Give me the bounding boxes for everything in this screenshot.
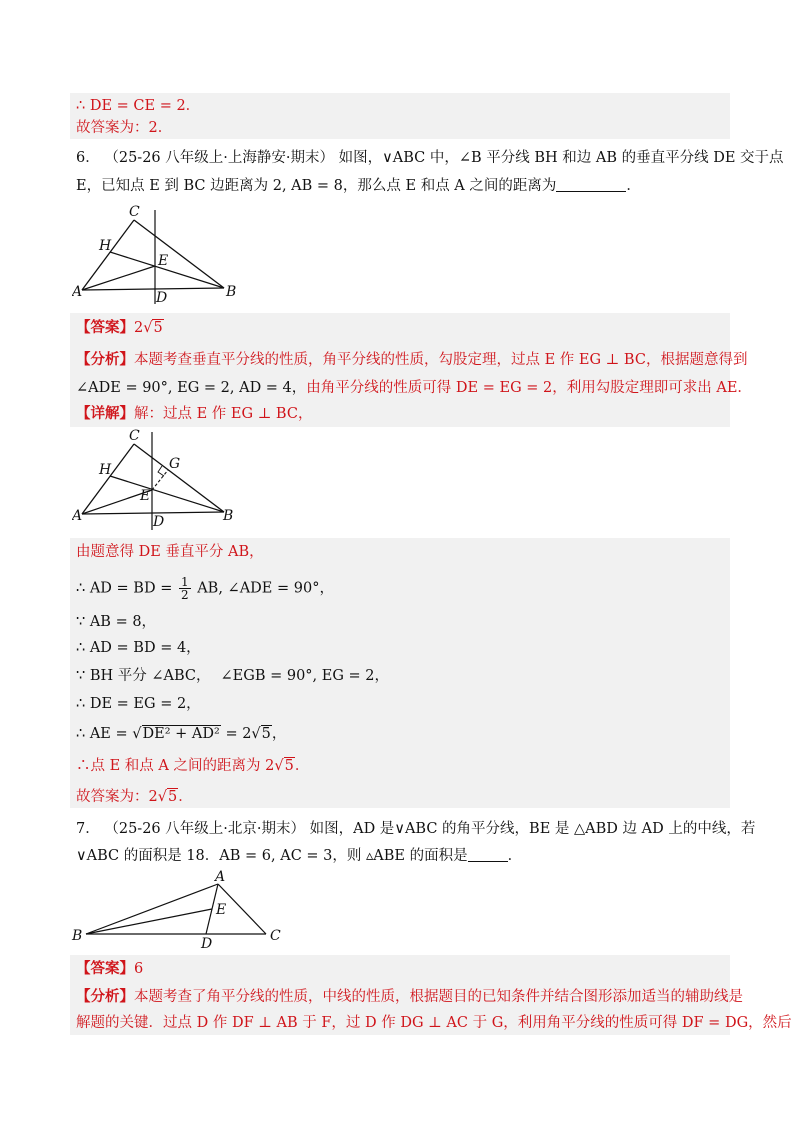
label-d: D xyxy=(201,936,213,950)
side-ab xyxy=(82,288,224,290)
label-b: B xyxy=(226,284,237,300)
median-be xyxy=(86,909,212,934)
analysis-line: 【分析】本题考查垂直平分线的性质，角平分线的性质，勾股定理，过点 E 作 EG ⊥ BC，根据题意得到 xyxy=(76,351,748,368)
label-e: E xyxy=(158,253,169,269)
label-b: B xyxy=(223,508,234,524)
answer-line: ∴ DE = CE = 2． xyxy=(76,98,201,114)
question-6-stem: 6． （25-26 八年级上·上海静安·期末） 如图，∨ABC 中，∠B 平分线 BH 和边 AB 的垂直平分线 DE 交于点 xyxy=(76,150,784,166)
side-cb xyxy=(134,220,224,288)
side-ca xyxy=(82,220,134,290)
answer-line: 故答案为：2． xyxy=(76,120,173,136)
label-h: H xyxy=(99,238,112,254)
segment-ae xyxy=(82,266,155,290)
label-h: H xyxy=(99,462,112,478)
solution-figure xyxy=(72,428,234,532)
analysis-line: 【分析】本题考查了角平分线的性质，中线的性质，根据题目的已知条件并结合图形添加适当的辅助线是 xyxy=(76,988,743,1005)
answer-line: 【答案】2√5 xyxy=(76,319,163,336)
question-6-figure xyxy=(72,204,252,304)
solution-step: ∴ DE = EG = 2， xyxy=(76,696,201,712)
final-answer: 故答案为：2√5． xyxy=(76,789,193,805)
label-e: E xyxy=(140,488,151,504)
label-d: D xyxy=(156,290,168,304)
answer-blank[interactable] xyxy=(468,847,508,862)
label-a: A xyxy=(72,284,83,300)
bisector-bh xyxy=(110,476,224,512)
analysis-line: 解题的关键．过点 D 作 DF ⊥ AB 于 F，过 D 作 DG ⊥ AC 于 G，利用角平分线的性质可得 DF = DG，然后 xyxy=(76,1015,792,1031)
solution-step: ∴点 E 和点 A 之间的距离为 2√5． xyxy=(76,758,310,774)
right-angle-mark xyxy=(158,466,164,476)
question-7-figure xyxy=(70,870,290,950)
label-c: C xyxy=(129,428,140,444)
label-d: D xyxy=(153,514,165,530)
label-e: E xyxy=(216,902,227,918)
question-6-stem-line2: E，已知点 E 到 BC 边距离为 2, AB = 8，那么点 E 和点 A 之间的距离为 ． xyxy=(76,178,641,194)
label-c: C xyxy=(129,204,140,220)
detail-line: 【详解】解：过点 E 作 EG ⊥ BC， xyxy=(76,405,313,422)
answer-line: 【答案】6 xyxy=(76,960,144,977)
answer-blank[interactable] xyxy=(556,177,626,192)
question-source: （25-26 八年级上·北京·期末） xyxy=(104,821,305,837)
solution-step: ∴ AD = BD = 4， xyxy=(76,640,201,656)
question-number: 6． xyxy=(76,150,100,166)
fraction: $\frac{1}{2}$ xyxy=(180,575,189,602)
triangle-symbol: ∨ xyxy=(382,150,393,166)
question-number: 7． xyxy=(76,821,100,837)
label-c: C xyxy=(270,928,281,944)
label-a: A xyxy=(215,870,226,885)
label-a: A xyxy=(72,508,83,524)
question-7-stem: 7． （25-26 八年级上·北京·期末） 如图，AD 是∨ABC 的角平分线，BE 是 △ABD 边 AD 上的中线，若 xyxy=(76,821,756,837)
analysis-line: ∠ADE = 90°, EG = 2, AD = 4，由角平分线的性质可得 DE = EG = 2，利用勾股定理即可求出 AE． xyxy=(76,380,752,396)
side-ca xyxy=(82,444,134,514)
solution-step: ∴ AE = √DE² + AD² = 2√5， xyxy=(76,726,287,742)
question-7-stem-line2: ∨ABC 的面积是 18．AB = 6, AC = 3，则 ▵ABE 的面积是 ． xyxy=(76,848,523,864)
side-ab xyxy=(86,884,218,934)
solution-step: ∵ BH 平分 ∠ABC， ∠EGB = 90°, EG = 2， xyxy=(76,668,390,684)
question-source: （25-26 八年级上·上海静安·期末） xyxy=(104,150,334,166)
solution-step: ∴ AD = BD = $\frac{1}{2}$ AB, ∠ADE = 90°， xyxy=(76,575,334,602)
solution-step: 由题意得 DE 垂直平分 AB， xyxy=(76,544,264,560)
solution-step: ∵ AB = 8， xyxy=(76,614,157,630)
label-b: B xyxy=(72,928,83,944)
label-g: G xyxy=(169,456,181,472)
